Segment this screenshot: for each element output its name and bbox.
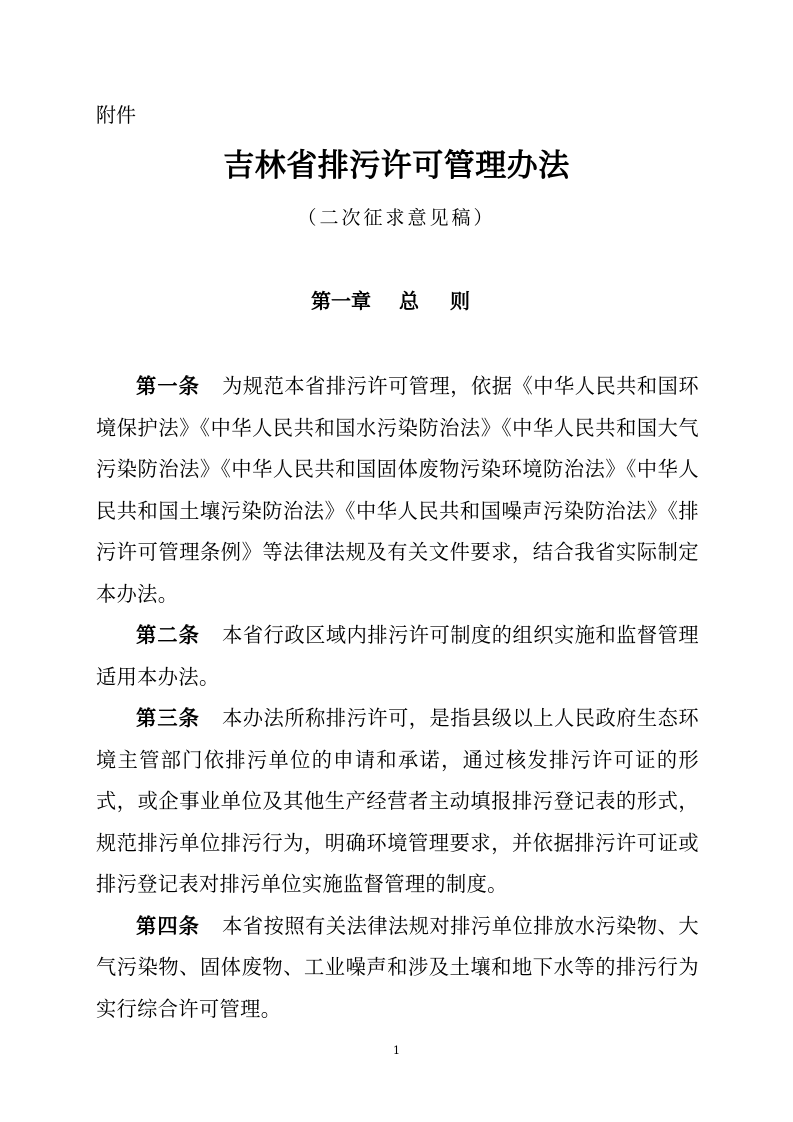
article-text: 本省按照有关法律法规对排污单位排放水污染物、大气污染物、固体废物、工业噪声和涉及土壤和地下水等的排污行为实行综合许可管理。 — [96, 913, 699, 1021]
article-label: 第二条 — [136, 623, 201, 647]
article-text: 本办法所称排污许可，是指县级以上人民政府生态环境主管部门依排污单位的申请和承诺，通过核发排污许可证的形式，或企事业单位及其他生产经营者主动填报排污登记表的形式，规范排污单位排污行为，明确环境管理要求，并依据排污许可证或排污登记表对排污单位实施监督管理的制度。 — [96, 706, 699, 896]
chapter-number: 第一章 — [311, 289, 372, 313]
document-body — [96, 366, 699, 1030]
page-number: 1 — [393, 1044, 400, 1057]
chapter-name: 总 则 — [399, 289, 482, 313]
article-3 — [96, 698, 699, 906]
article-4 — [96, 906, 699, 1031]
article-text: 为规范本省排污许可管理，依据《中华人民共和国环境保护法》《中华人民共和国水污染防治法》《中华人民共和国大气污染防治法》《中华人民共和国固体废物污染环境防治法》《中华人民共和国土壤污染防治法》《中华人民共和国噪声污染防治法》《排污许可管理条例》等法律法规及有关文件要求，结合我省实际制定本办法。 — [96, 374, 699, 606]
article-1 — [96, 366, 699, 615]
article-2 — [96, 615, 699, 698]
document-subtitle: （二次征求意见稿） — [297, 207, 496, 229]
attachment-label: 附件 — [96, 103, 136, 127]
article-label: 第三条 — [136, 706, 201, 730]
article-label: 第四条 — [136, 913, 201, 938]
chapter-heading — [0, 286, 793, 316]
article-label: 第一条 — [136, 374, 201, 398]
article-text: 本省行政区域内排污许可制度的组织实施和监督管理适用本办法。 — [96, 623, 699, 689]
document-title: 吉林省排污许可管理办法 — [223, 148, 570, 184]
